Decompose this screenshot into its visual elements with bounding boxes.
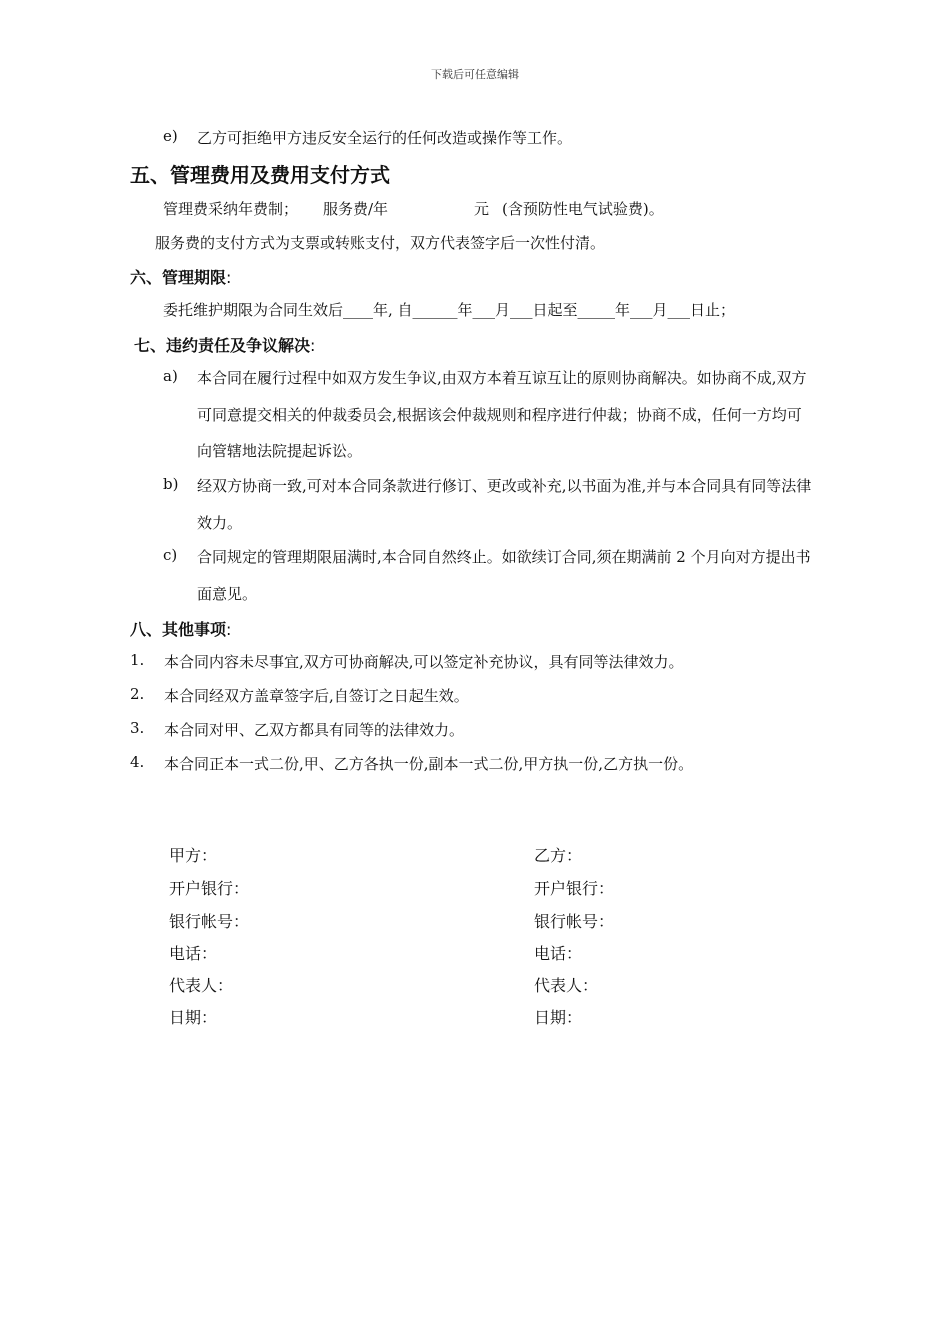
list-item-text: 可同意提交相关的仲裁委员会,根据该会仲裁规则和程序进行仲裁；协商不成，任何一方均可 [197, 406, 802, 424]
page-header: 下载后可任意编辑 [431, 68, 519, 81]
section-6-heading [130, 265, 231, 288]
party-a-account-label: 银行帐号： [169, 912, 250, 931]
fee-unit: 元 [474, 200, 490, 218]
section-5-heading: 五、管理费用及费用支付方式 [130, 163, 390, 187]
list-item-text: 本合同内容未尽事宜,双方可协商解决,可以签定补充协议，具有同等法律效力。 [164, 653, 684, 671]
party-b-representative-label: 代表人： [534, 976, 599, 995]
list-item-text: 本合同正本一式二份,甲、乙方各执一份,副本一式二份,甲方执一份,乙方执一份。 [164, 755, 694, 773]
party-b-phone-label: 电话： [534, 944, 583, 963]
list-marker: 1. [130, 651, 145, 669]
section-7-heading [134, 333, 315, 356]
party-a-bank-label: 开户银行： [169, 879, 250, 898]
fee-system-text: 管理费采纳年费制； [163, 200, 299, 218]
party-b-date-label: 日期： [534, 1008, 583, 1027]
list-marker: e) [163, 127, 178, 145]
list-marker: 4. [130, 753, 145, 771]
list-item-text: 本合同对甲、乙双方都具有同等的法律效力。 [164, 721, 465, 739]
list-marker: b) [163, 475, 179, 493]
party-a-label: 甲方： [169, 846, 218, 865]
list-item-text: 面意见。 [197, 585, 258, 603]
list-item-text: 本合同在履行过程中如双方发生争议,由双方本着互谅互让的原则协商解决。如协商不成,双方 [197, 369, 807, 387]
service-fee-label: 服务费/年 [323, 200, 389, 218]
party-a-date-label: 日期： [169, 1008, 218, 1027]
list-marker: c) [163, 546, 178, 564]
party-b-label: 乙方： [534, 846, 583, 865]
party-a-representative-label: 代表人： [169, 976, 234, 995]
section-6-colon: : [226, 268, 232, 287]
term-text: 委托维护期限为合同生效后____年, 自______年___月___日起至_____年___月___日止； [163, 301, 736, 319]
list-item-text: 向管辖地法院提起诉讼。 [197, 442, 363, 460]
section-7-title: 七、违约责任及争议解决 [134, 336, 311, 355]
list-item-text: 乙方可拒绝甲方违反安全运行的任何改造或操作等工作。 [197, 129, 573, 147]
party-b-bank-label: 开户银行： [534, 879, 615, 898]
section-8-title: 八、其他事项 [130, 620, 227, 639]
fee-note: (含预防性电气试验费)。 [502, 200, 664, 218]
section-8-colon: : [226, 620, 232, 639]
list-item-text: 本合同经双方盖章签字后,自签订之日起生效。 [164, 687, 469, 705]
section-7-colon: : [310, 336, 316, 355]
party-b-account-label: 银行帐号： [534, 912, 615, 931]
list-marker: 2. [130, 685, 145, 703]
list-item-text: 效力。 [197, 514, 243, 532]
list-marker: a) [163, 367, 178, 385]
list-item-text: 经双方协商一致,可对本合同条款进行修订、更改或补充,以书面为准,并与本合同具有同等法律 [197, 477, 812, 495]
list-marker: 3. [130, 719, 145, 737]
list-item-text: 合同规定的管理期限届满时,本合同自然终止。如欲续订合同,须在期满前 2 个月向对方提出书 [197, 548, 811, 566]
party-a-phone-label: 电话： [169, 944, 218, 963]
section-8-heading [130, 617, 231, 640]
payment-method-text: 服务费的支付方式为支票或转账支付，双方代表签字后一次性付清。 [155, 234, 606, 252]
section-6-title: 六、管理期限 [130, 268, 227, 287]
